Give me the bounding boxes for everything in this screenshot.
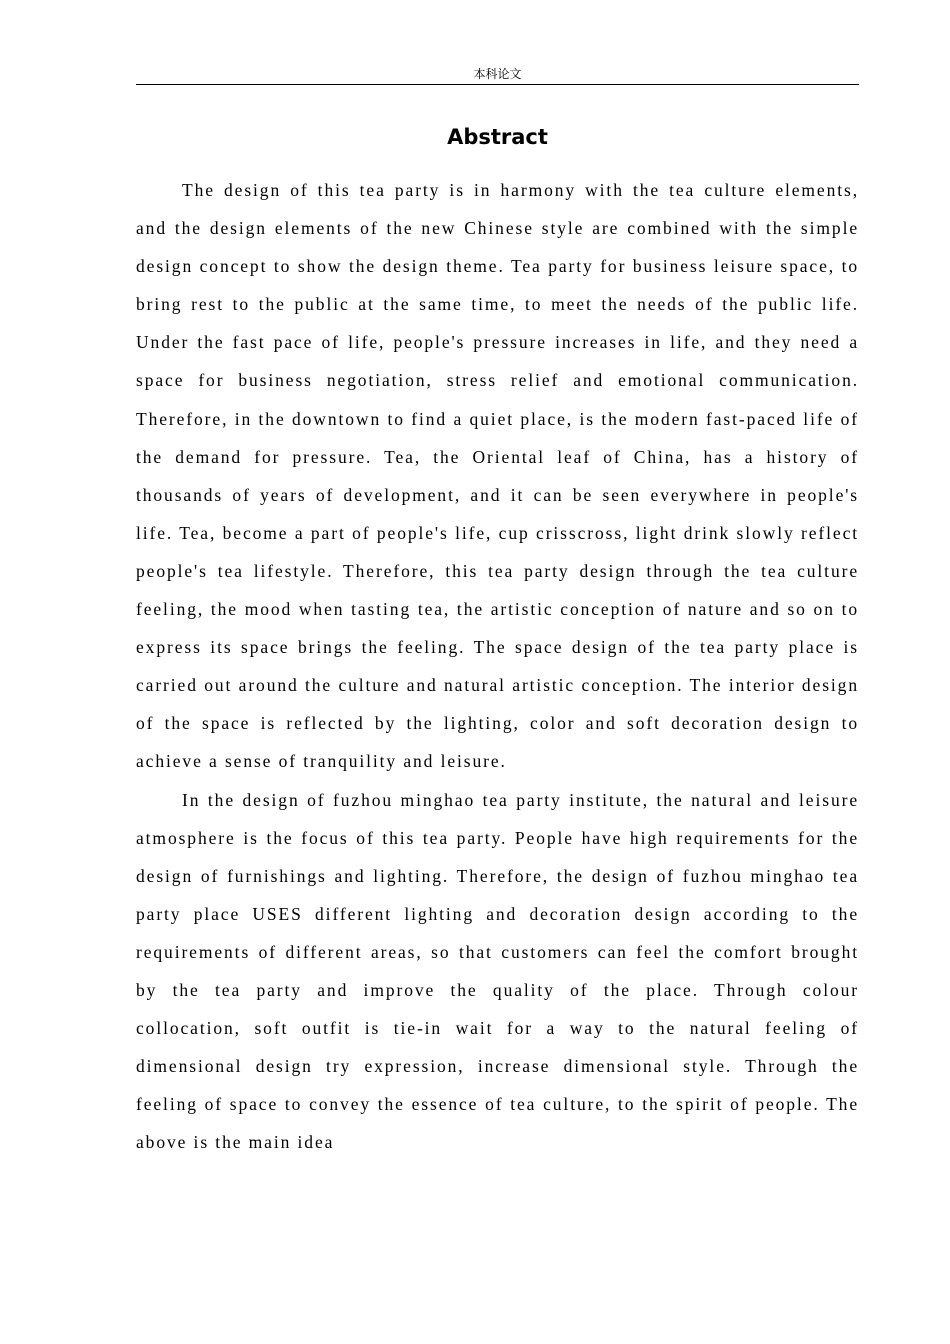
abstract-paragraph-1: The design of this tea party is in harmony with the tea culture elements, and the design elements of the new Chinese style are combined with the simple design concept to show the design theme. Tea party for business leisure space, to bring rest to the public at the same time, to meet the needs of the public life. Under the fast pace of life, people's pressure increases in life, and they need a space for business negotiation, stress relief and emotional communication. Therefore, in the downtown to find a quiet place, is the modern fast-paced life of the demand for pressure. Tea, the Oriental leaf of China, has a history of thousands of years of development, and it can be seen everywhere in people's life. Tea, become a part of people's life, cup crisscross, light drink slowly reflect people's tea lifestyle. Therefore, this tea party design through the tea culture feeling, the mood when tasting tea, the artistic conception of nature and so on to express its space brings the feeling. The space design of the tea party place is carried out around the culture and natural artistic conception. The interior design of the space is reflected by the lighting, color and soft decoration design to achieve a sense of tranquility and leisure.: [136, 180, 859, 772]
abstract-paragraph-2: In the design of fuzhou minghao tea party institute, the natural and leisure atmosphere is the focus of this tea party. People have high requirements for the design of furnishings and lighting. Therefore, the design of fuzhou minghao tea party place USES different lighting and decoration design according to the requirements of different areas, so that customers can feel the comfort brought by the tea party and improve the quality of the place. Through colour collocation, soft outfit is tie-in wait for a way to the natural feeling of dimensional design try expression, increase dimensional style. Through the feeling of space to convey the essence of tea culture, to the spirit of people. The above is the main idea: [136, 789, 859, 1153]
abstract-body: [136, 171, 859, 1161]
page-header: 本科论文: [136, 64, 859, 85]
abstract-title: Abstract: [447, 125, 548, 149]
